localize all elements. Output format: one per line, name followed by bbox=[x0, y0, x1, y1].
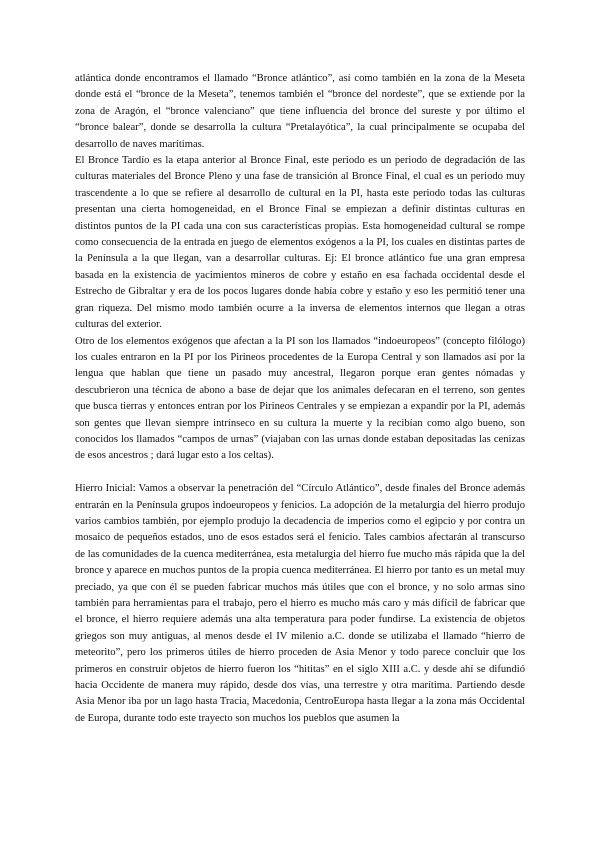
document-page bbox=[75, 71, 525, 727]
paragraph-spacer bbox=[75, 465, 525, 481]
paragraph-indoeuropeos: Otro de los elementos exógenos que afectan a la PI son los llamados “indoeuropeos” (concepto filólogo) los cuales entraron en la PI por los Pirineos procedentes de la Europa Central y son llamados así por la lengua que hablan que tiene un pasado muy ancestral, llegaron porque eran gentes nómadas y descubrieron una técnica de abono a base de dejar que los animales defecaran en el terreno, son gentes que busca tierras y entonces entran por los Pirineos Centrales y se empiezan a expandir por la PI, además son gentes que llevan siempre intrínseco en su cultura la muerte y la recibían como algo bueno, son conocidos los llamados “campos de urnas” (viajaban con las urnas donde estaban depositadas las cenizas de esos ancestros ; dará lugar esto a los celtas). bbox=[75, 335, 525, 462]
paragraph-hierro-inicial: Hierro Inicial: Vamos a observar la penetración del “Círculo Atlántico”, desde finales del Bronce además entrarán en la Península grupos indoeuropeos y fenicios. La adopción de la metalurgia del hierro produjo varios cambios también, por ejemplo produjo la decadencia de imperios como el egipcio y por contra un mosaico de pequeños estados, uno de esos estados será el fenicio. Tales cambios afectarán al transcurso de las comunidades de la cuenca mediterránea, esta metalurgia del hierro fue mucho más rápida que la del bronce y aparece en muchos puntos de la propia cuenca mediterránea. El hierro por tanto es un metal muy preciado, ya que con él se pueden fabricar muchos más útiles que con el bronce, y no solo armas sino también para herramientas para el trabajo, pero el hierro es mucho más caro y más difícil de fabricar que el bronce, el hierro requiere además una alta temperatura para poder fundirse. La existencia de objetos griegos son muy antiguas, al menos desde el IV milenio a.C. donde se utilizaba el llamado “hierro de meteorito”, pero los primeros útiles de hierro proceden de Asia Menor y todo parece concluir que los primeros en construir objetos de hierro fueron los “hititas” en el siglo XIII a.C. y desde ahí se difundió hacia Occidente de manera muy rápido, desde dos vías, una terrestre y otra marítima. Partiendo desde Asia Menor iba por un lago hasta Tracia, Macedonia, CentroEuropa hasta llegar a la zona más Occidental de Europa, durante todo este trayecto son muchos los pueblos que asumen la bbox=[75, 483, 525, 724]
paragraph-bronce-regional: atlántica donde encontramos el llamado “Bronce atlántico”, así como también en la zona de la Meseta donde está el “bronce de la Meseta”, tenemos también el “bronce del nordeste”, que se extiende por la zona de Aragón, el “bronce valenciano” que tiene influencia del bronce del sureste y por último el “bronce balear”, donde se desarrolla la cultura “Pretalayótica”, la cual principalmente se ocupaba del desarrollo de naves marítimas. bbox=[75, 73, 525, 150]
paragraph-bronce-tardio: El Bronce Tardío es la etapa anterior al Bronce Final, este periodo es un periodo de degradación de las culturas materiales del Bronce Pleno y una fase de transición al Bronce Final, el cual es un periodo muy trascendente a lo que se refiere al desarrollo de cultural en la PI, hasta este periodo todas las culturas presentan una cierta homogeneidad, en el Bronce Final se empiezan a definir distintas culturas en distintos puntos de la PI cada una con sus características propias. Esta homogeneidad cultural se rompe como consecuencia de la entrada en juego de elementos exógenos a la PI, los cuales en distintas partes de la Península a la que llegan, van a desarrollar culturas. Ej: El bronce atlántico fue una gran empresa basada en la existencia de yacimientos mineros de cobre y estaño en esa fachada occidental desde el Estrecho de Gibraltar y era de los pocos lugares donde había cobre y estaño y eso les permitió tener una gran riqueza. Del mismo modo también ocurre a la inversa de elementos internos que llegan a otras culturas del exterior. bbox=[75, 155, 525, 331]
